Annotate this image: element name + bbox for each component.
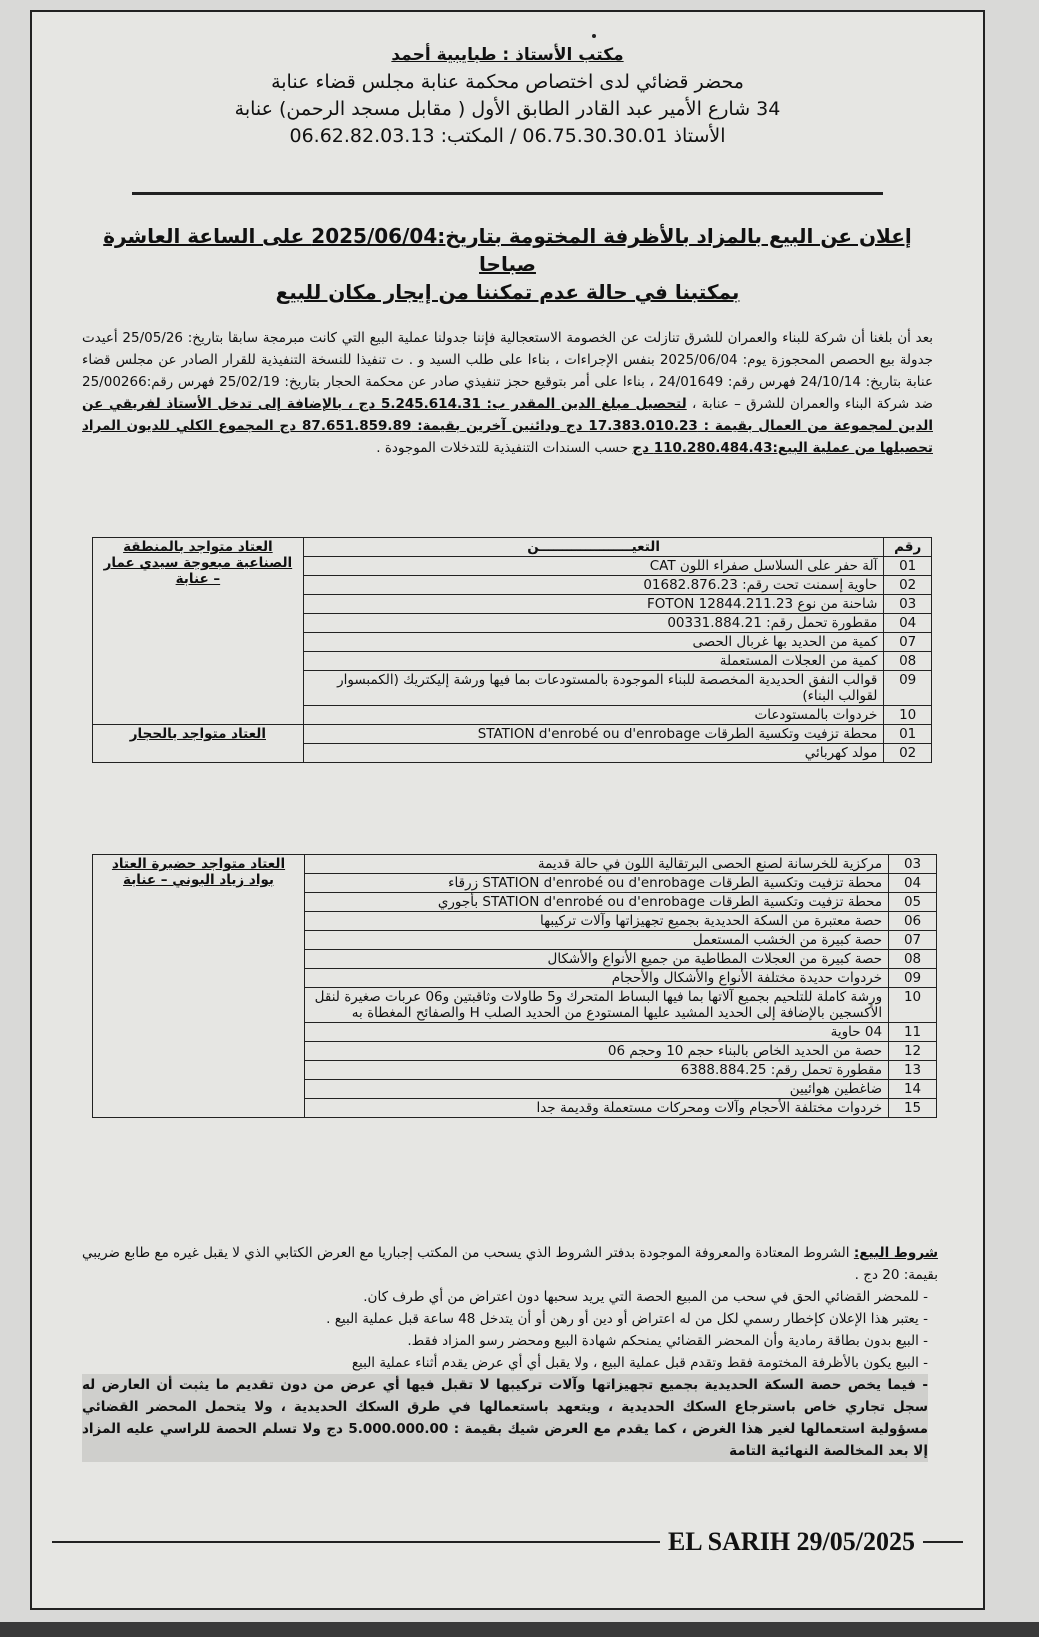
row-desc: مولد كهربائي [303, 744, 884, 763]
announcement-page [30, 10, 985, 1610]
conditions-lead [82, 1242, 938, 1286]
row-num: 12 [889, 1042, 937, 1061]
row-num: 01 [884, 557, 932, 576]
intro-paragraph [82, 327, 933, 459]
list-item: - يعتبر هذا الإعلان كإخطار رسمي لكل من له اعتراض أو دين أو رهن أو أن يتدخل 48 ساعة قبل عملية البيع . [82, 1308, 928, 1330]
sale-conditions [82, 1242, 938, 1462]
location-industrial-zone: العتاد متواجد بالمنطقة الصناعية مبعوجة سيدي عمار – عنابة [93, 538, 304, 725]
items-table-2 [92, 854, 937, 1118]
row-num: 08 [889, 950, 937, 969]
row-num: 03 [889, 855, 937, 874]
row-num: 15 [889, 1099, 937, 1118]
row-desc: ضاغطين هوائيين [305, 1080, 889, 1099]
intro-part-3: حسب السندات التنفيذية للتدخلات الموجودة . [376, 440, 633, 456]
row-desc: مقطورة تحمل رقم: 00331.884.21 [303, 614, 884, 633]
row-desc: حصة كبيرة من الخشب المستعمل [305, 931, 889, 950]
row-desc: 04 حاوية [305, 1023, 889, 1042]
list-item: - للمحضر القضائي الحق في سحب من المبيع الحصة التي يريد سحبها دون اعتراض من أي طرف كان. [82, 1286, 928, 1308]
office-phones: الأستاذ 06.75.30.30.01 / المكتب: 06.62.82.03.13 [289, 125, 726, 147]
row-num: 09 [884, 671, 932, 706]
col-desc-header: التعيــــــــــــــــــــن [303, 538, 884, 557]
row-desc: خردوات بالمستودعات [303, 706, 884, 725]
row-num: 02 [884, 576, 932, 595]
row-desc: حاوية إسمنت تحت رقم: 01682.876.23 [303, 576, 884, 595]
row-desc: حصة كبيرة من العجلات المطاطية من جميع الأنواع والأشكال [305, 950, 889, 969]
row-desc: مقطورة تحمل رقم: 6388.884.25 [305, 1061, 889, 1080]
row-num: 05 [889, 893, 937, 912]
bailiff-header [32, 42, 983, 150]
row-desc: محطة تزفيت وتكسية الطرقات STATION d'enrobé ou d'enrobage [303, 725, 884, 744]
decorative-dot [592, 34, 596, 38]
title-line-2: بمكتبنا في حالة عدم تمكننا من إيجار مكان للبيع [275, 280, 740, 304]
row-desc: كمية من العجلات المستعملة [303, 652, 884, 671]
row-num: 03 [884, 595, 932, 614]
scan-bottom-edge [0, 1622, 1039, 1637]
row-num: 13 [889, 1061, 937, 1080]
row-desc: كمية من الحديد بها غربال الحصى [303, 633, 884, 652]
table-header-row [93, 538, 932, 557]
row-num: 04 [889, 874, 937, 893]
conditions-label: شروط البيع: [853, 1245, 939, 1261]
conditions-list [82, 1286, 938, 1462]
footer [52, 1527, 963, 1557]
title-line-1: إعلان عن البيع بالمزاد بالأظرفة المختومة بتاريخ:2025/06/04 على الساعة العاشرة صباحا [103, 224, 912, 276]
office-title: محضر قضائي لدى اختصاص محكمة عنابة مجلس قضاء عنابة [271, 71, 744, 93]
row-num: 04 [884, 614, 932, 633]
row-desc: حصة من الحديد الخاص بالبناء حجم 10 وحجم 06 [305, 1042, 889, 1061]
row-num: 10 [884, 706, 932, 725]
row-num: 08 [884, 652, 932, 671]
header-divider [132, 192, 883, 195]
row-desc: حصة معتبرة من السكة الحديدية بجميع تجهيزاتها وآلات تركيبها [305, 912, 889, 931]
items-table-1 [92, 537, 932, 763]
location-hadjar: العتاد متواجد بالحجار [93, 725, 304, 763]
office-address: 34 شارع الأمير عبد القادر الطابق الأول ( مقابل مسجد الرحمن) عنابة [234, 98, 781, 120]
list-item: - البيع بدون بطاقة رمادية وأن المحضر القضائي يمنحكم شهادة البيع ومحضر رسو المزاد فقط. [82, 1330, 928, 1352]
footer-rule-right [923, 1541, 963, 1543]
row-desc: محطة تزفيت وتكسية الطرقات STATION d'enrobé ou d'enrobage بأجوري [305, 893, 889, 912]
announcement-title [72, 222, 943, 306]
row-num: 10 [889, 988, 937, 1023]
table-row [93, 855, 937, 874]
row-num: 07 [884, 633, 932, 652]
row-num: 01 [884, 725, 932, 744]
intro-part-1: بعد أن بلغنا أن شركة للبناء والعمران للشرق تنازلت عن الخصومة الاستعجالية فإننا جدولنا عملية البيع التي كانت مبرمجة سابقا بتاريخ: 25/05/26 أعيدت جدولة بيع الحصص المحجوزة يوم: 2025/06/04 بنفس الإجراءات ، بناءا على طلب السيد و . ت تنفيذا للنسخة التنفيذية للقرار الصادر عن مجلس قضاء عنابة بتاريخ: 24/10/14 فهرس رقم: 24/01649 ، بناءا على أمر بتوقيع حجز تنفيذي صادر عن محكمة الحجار بتاريخ: 25/02/19 فهرس رقم:25/00266 ضد شركة البناء والعمران للشرق – عنابة ، [82, 330, 934, 412]
row-desc: محطة تزفيت وتكسية الطرقات STATION d'enrobé ou d'enrobage زرقاء [305, 874, 889, 893]
office-name: مكتب الأستاذ : طبايبية أحمد [391, 45, 624, 65]
row-num: 09 [889, 969, 937, 988]
row-num: 06 [889, 912, 937, 931]
table-row [93, 725, 932, 744]
row-num: 02 [884, 744, 932, 763]
row-desc: مركزية للخرسانة لصنع الحصى البرتقالية اللون في حالة قديمة [305, 855, 889, 874]
row-desc: قوالب النفق الحديدية المخصصة للبناء الموجودة بالمستودعات بما فيها ورشة إليكتريك (الكمبسوار لقوالب البناء) [303, 671, 884, 706]
row-num: 07 [889, 931, 937, 950]
intro-debt-amounts: لتحصيل مبلغ الدين المقدر ب: 5.245.614.31 دج ، بالإضافة إلى تدخل الأستاذ لفريقي عن الدين لمجموعة من العمال بقيمة : 17.383.010.23 دج ودائنين آخرين بقيمة: 87.651.859.89 دج المجموع الكلي للديون المراد تحصيلها من عملية البيع:110.280.484.43 دج [82, 396, 933, 456]
row-desc: آلة حفر على السلاسل صفراء اللون CAT [303, 557, 884, 576]
list-item: - البيع يكون بالأظرفة المختومة فقط وتقدم قبل عملية البيع ، ولا يقبل أي أي عرض يقدم أثناء عملية البيع [82, 1352, 928, 1374]
row-num: 11 [889, 1023, 937, 1042]
row-num: 14 [889, 1080, 937, 1099]
row-desc: شاحنة من نوع 12844.211.23 FOTON [303, 595, 884, 614]
row-desc: خردوات حديدة مختلفة الأنواع والأشكال والأحجام [305, 969, 889, 988]
conditions-lead-text: الشروط المعتادة والمعروفة الموجودة بدفتر الشروط الذي يسحب من المكتب إجباريا مع العرض الكتابي الذي لا يقبل غيره مع طابع ضريبي بقيمة: 20 دج . [82, 1245, 938, 1283]
row-desc: ورشة كاملة للتلحيم بجميع آلاتها بما فيها البساط المتحرك و5 طاولات وثاقبتين و06 عربات صغيرة لنقل الأكسجين بالإضافة إلى الحديد المشيد عليها المستودع من الحديد الصلب H والصفائح المغطاة به [305, 988, 889, 1023]
location-oued-ziad: العتاد متواجد حضيرة العتاد بواد زياد البوني – عنابة [93, 855, 305, 1118]
publication-stamp: EL SARIH 29/05/2025 [667, 1527, 915, 1556]
railway-condition: - فيما يخص حصة السكة الحديدية بجميع تجهيزاتها وآلات تركيبها لا تقبل فيها أي عرض من دون تقديم ما يثبت أن العارض له سجل تجاري خاص باسترجاع السكك الحديدية ، ويتعهد باستعمالها في طرق السكك الحديدية ، ولا يتحمل المحضر القضائي مسؤولية استعمالها لغير هذا الغرض ، كما يقدم مع العرض شيك بقيمة : 5.000.000.00 دج ولا تسلم الحصة للراسي عليه المزاد إلا بعد المخالصة النهائية التامة [82, 1374, 928, 1462]
col-num-header: رقم [884, 538, 932, 557]
footer-rule-left [52, 1541, 660, 1543]
row-desc: خردوات مختلفة الأحجام وآلات ومحركات مستعملة وقديمة جدا [305, 1099, 889, 1118]
